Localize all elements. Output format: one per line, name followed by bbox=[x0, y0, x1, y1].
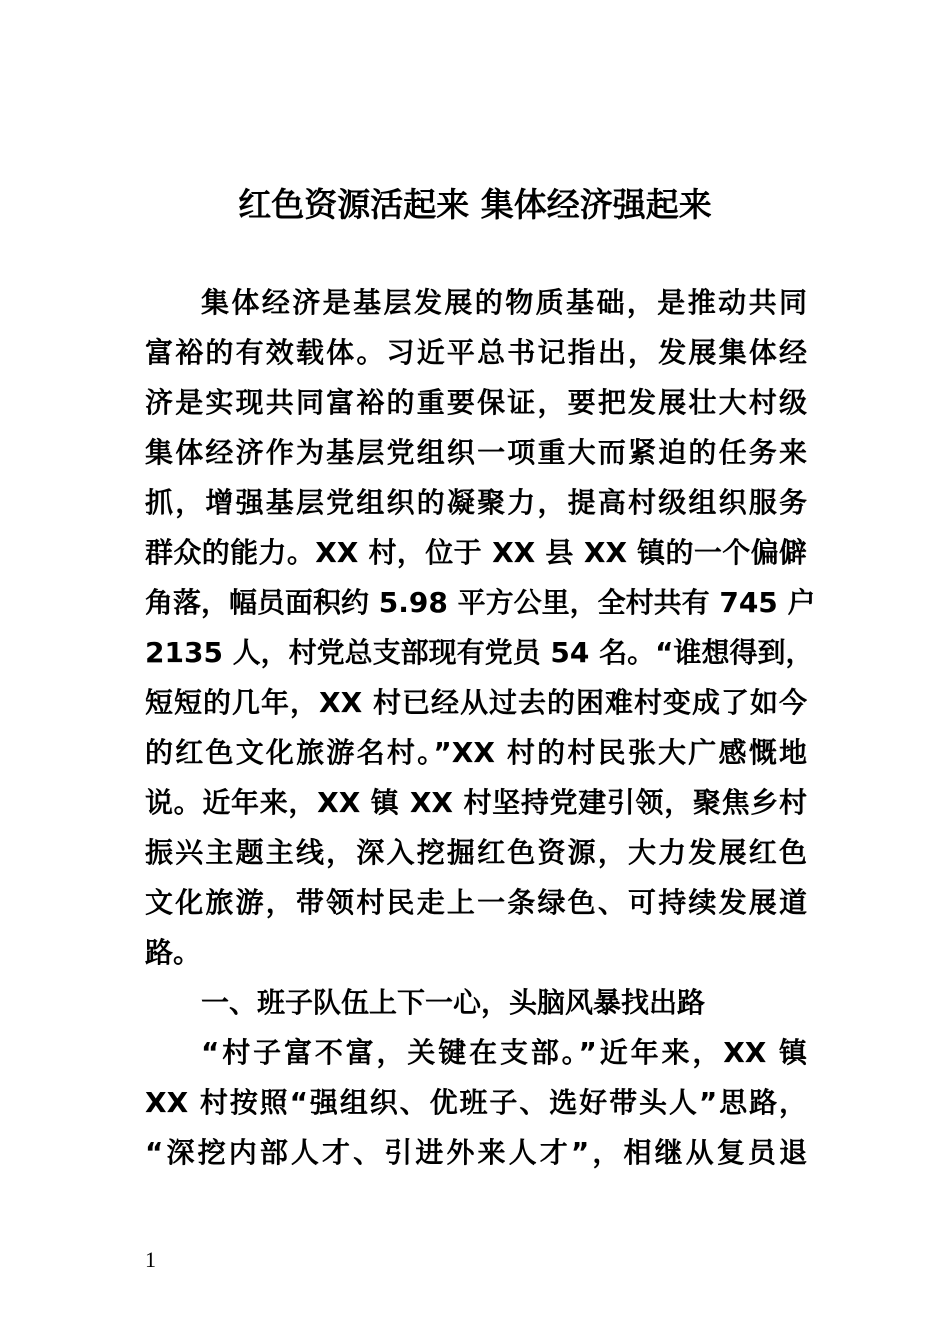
paragraph-line: 抓，增强基层党组织的凝聚力，提高村级组织服务 bbox=[145, 486, 807, 519]
paragraph-line: 群众的能力。XX 村，位于 XX 县 XX 镇的一个偏僻 bbox=[145, 536, 807, 569]
paragraph-line: 集体经济是基层发展的物质基础，是推动共同 bbox=[201, 286, 807, 319]
paragraph-line: 路。 bbox=[145, 936, 202, 969]
paragraph-line: “村子富不富，关键在支部。”近年来，XX 镇 bbox=[201, 1036, 807, 1069]
paragraph-line: 的红色文化旅游名村。”XX 村的村民张大广感慨地 bbox=[145, 736, 807, 769]
section-heading: 一、班子队伍上下一心，头脑风暴找出路 bbox=[201, 986, 706, 1019]
document-title: 红色资源活起来 集体经济强起来 bbox=[238, 185, 712, 224]
paragraph-line: 短短的几年，XX 村已经从过去的困难村变成了如今 bbox=[145, 686, 807, 719]
paragraph-line: XX 村按照“强组织、优班子、选好带头人”思路， bbox=[145, 1086, 807, 1119]
paragraph-line: 振兴主题主线，深入挖掘红色资源，大力发展红色 bbox=[145, 836, 807, 869]
paragraph-line: 文化旅游，带领村民走上一条绿色、可持续发展道 bbox=[145, 886, 807, 919]
page-number: 1 bbox=[145, 1247, 156, 1272]
paragraph-line: “深挖内部人才、引进外来人才”，相继从复员退 bbox=[145, 1136, 807, 1169]
paragraph-line: 集体经济作为基层党组织一项重大而紧迫的任务来 bbox=[145, 436, 807, 469]
paragraph-line: 角落，幅员面积约 5.98 平方公里，全村共有 745 户 bbox=[145, 586, 816, 619]
paragraph-line: 富裕的有效载体。习近平总书记指出，发展集体经 bbox=[145, 336, 807, 369]
paragraph-line: 济是实现共同富裕的重要保证，要把发展壮大村级 bbox=[145, 386, 807, 419]
paragraph-line: 2135 人，村党总支部现有党员 54 名。“谁想得到， bbox=[145, 636, 814, 669]
paragraph-line: 说。近年来，XX 镇 XX 村坚持党建引领，聚焦乡村 bbox=[145, 786, 807, 819]
